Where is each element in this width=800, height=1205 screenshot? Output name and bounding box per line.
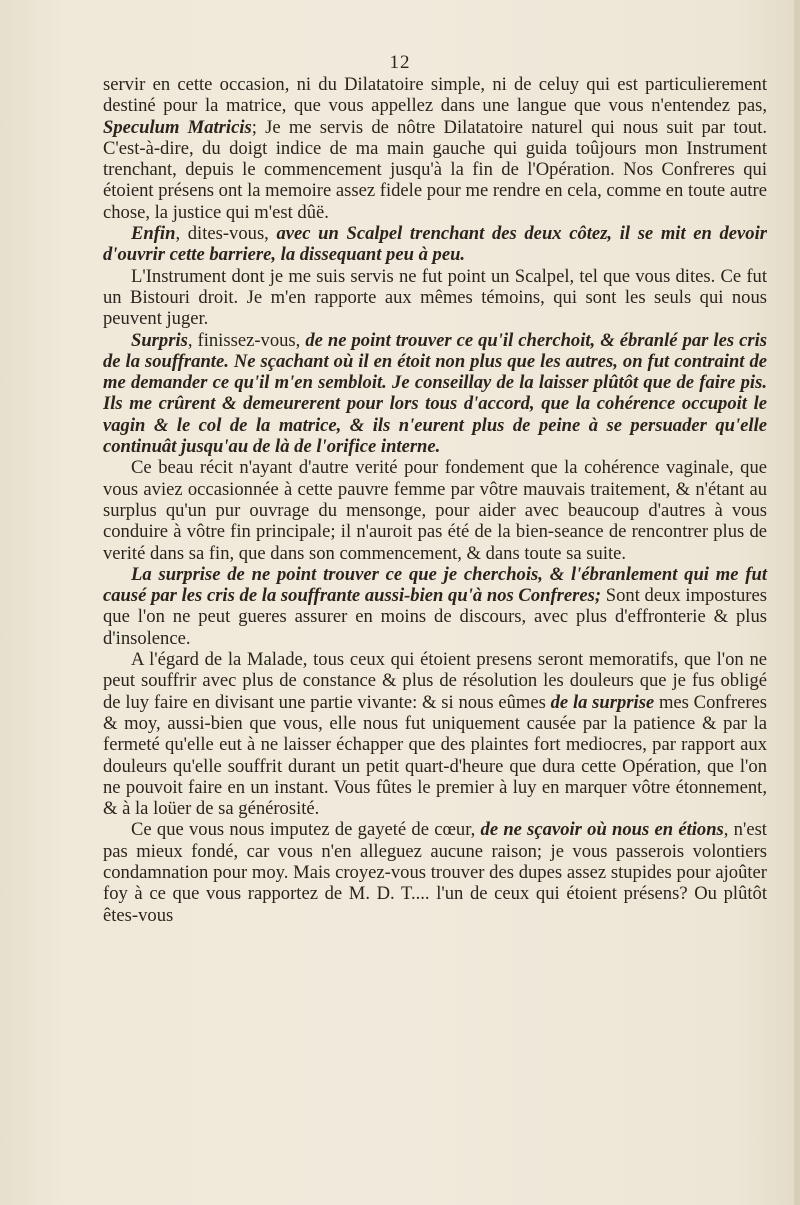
text-run: servir en cette occasion, ni du Dilatatoire simple, ni de celuy qui est particulierement destiné pour la matrice, que vous appellez dans une langue que vous n'entendez pas,	[103, 74, 767, 117]
italic-quote: de la surprise	[550, 691, 655, 713]
italic-quote: Speculum Matricis	[103, 116, 252, 138]
paragraph	[103, 457, 767, 563]
text-run: , dites-vous,	[175, 223, 277, 245]
text-run: Ce que vous nous imputez de gayeté de cœur,	[131, 819, 481, 841]
paragraph	[103, 564, 767, 649]
text-run: Sont deux impostures que l'on ne peut gueres assurer en moins de discours, avec plus d'effronterie & plus d'insolence.	[103, 585, 767, 649]
italic-quote: de ne sçavoir où nous en étions	[480, 819, 724, 841]
paragraph	[103, 649, 767, 819]
text-run: , finissez-vous,	[187, 329, 306, 351]
paragraph	[103, 223, 767, 266]
page-edge	[794, 0, 800, 1205]
text-run: A l'égard de la Malade, tous ceux qui étoient presens seront memoratifs, que l'on ne peut souffrir avec plus de constance & plus de résolution les douleurs que je fus obligé de luy faire en divisant une partie vivante: & si nous eûmes	[103, 649, 767, 713]
text-run: ; Je me servis de nôtre Dilatatoire naturel qui nous suit par tout. C'est-à-dire, du doigt indice de ma main gauche qui guida toûjours mon Instrument trenchant, depuis le commencement jusqu'à la fin de l'Opération. Nos Confreres qui étoient présens ont la memoire assez fidele pour me rendre en cela, comme en toute autre chose, la justice qui m'est dûë.	[103, 116, 768, 223]
paragraph	[103, 330, 767, 458]
text-run: , n'est pas mieux fondé, car vous n'en alleguez aucune raison; je vous passerois volontiers condamnation pour moy. Mais croyez-vous trouver des dupes assez stupides pour ajoûter foy à ce que vous rapportez de M. D. T.... l'un de ceux qui étoient présens? Ou plûtôt êtes-vous	[103, 819, 767, 926]
italic-quote: La surprise de ne point trouver ce que je cherchois, & l'ébranlement qui me fut causé par les cris de la souffrante aussi-bien qu'à nos Confreres;	[103, 563, 767, 607]
text-run: L'Instrument dont je me suis servis ne fut point un Scalpel, tel que vous dites. Ce fut un Bistouri droit. Je m'en rapporte aux mêmes témoins, qui sont les seuls qui nous peuvent juger.	[103, 265, 767, 330]
italic-quote: de ne point trouver ce qu'il cherchoit, & ébranlé par les cris de la souffrante. Ne sçachant où il en étoit non plus que les autres, on fut contraint de me demander ce qu'il m'en sembloit. Je conseillay de la laisser plûtôt que de faire pis. Ils me crûrent & demeurerent pour lors tous d'accord, que la cohérence occupoit le vagin & le col de la matrice, & ils n'eurent plus de peine à se persuader qu'elle continuât jusqu'au de là de l'orifice interne.	[103, 329, 767, 458]
italic-quote: avec un Scalpel trenchant des deux côtez, il se mit en devoir d'ouvrir cette barriere, la dissequant peu à peu.	[103, 223, 768, 266]
text-run: mes Confreres & moy, aussi-bien que vous, elle nous fut uniquement causée par la patience & par la fermeté qu'elle eut à ne laisser échapper que des plaintes fort mediocres, par rapport aux douleurs qu'elle souffrit durant un petit quart-d'heure que dura cette Opération, que l'on ne pouvoit faire en un instant. Vous fûtes le premier à luy en marquer vôtre étonnement, & à la loüer de sa générosité.	[103, 691, 767, 820]
paragraph	[103, 819, 767, 925]
italic-quote: Enfin	[131, 223, 176, 245]
paragraph	[103, 74, 767, 223]
text-run: Ce beau récit n'ayant d'autre verité pour fondement que la cohérence vaginale, que vous aviez occasionnée à cette pauvre femme par vôtre mauvais traitement, & n'étant au surplus qu'un pur ouvrage du mensonge, pour aider avec beaucoup d'autres à vous conduire à vôtre fin principale; il n'auroit pas été de la bien-seance de rencontrer plus de verité dans sa fin, que dans son commencement, & dans toute sa suite.	[103, 457, 767, 564]
paragraph	[103, 266, 767, 330]
italic-quote: Surpris	[131, 329, 188, 351]
page-number: 12	[389, 52, 411, 73]
page-text	[103, 74, 767, 926]
